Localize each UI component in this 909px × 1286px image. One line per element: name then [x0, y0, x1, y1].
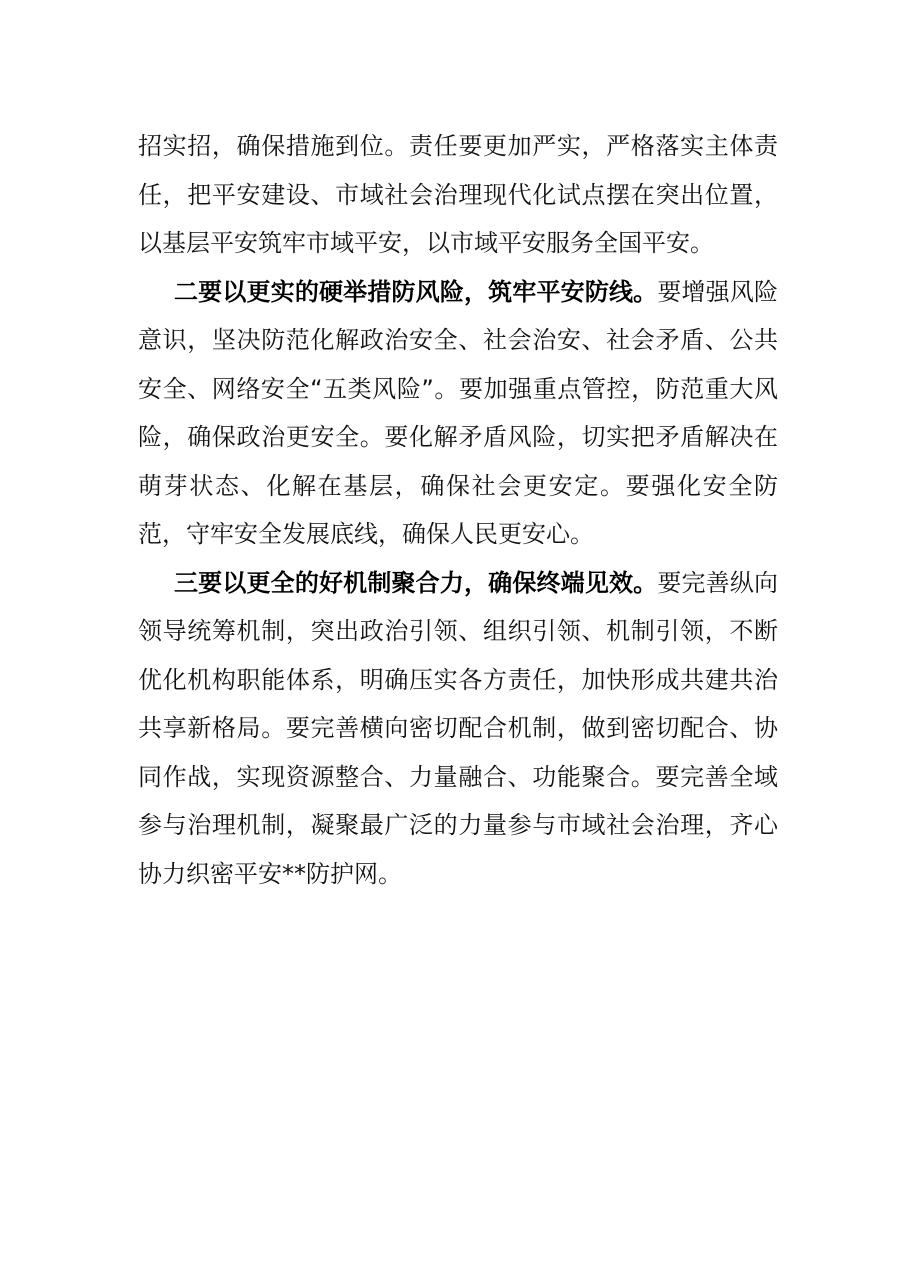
paragraph-text: 要完善纵向领导统筹机制，突出政治引领、组织引领、机制引领，不断优化机构职能体系，明确压实各方责任，加快形成共建共治共享新格局。要完善横向密切配合机制，做到密切配合、协同作战，实现资源整合、力量融合、功能聚合。要完善全域参与治理机制，凝聚最广泛的力量参与市域社会治理，齐心协力织密平安**防护网。	[138, 568, 779, 888]
paragraph-mechanism	[138, 559, 778, 899]
paragraph-heading: 三要以更全的好机制聚合力，确保终端见效。	[174, 568, 658, 597]
paragraph-heading: 二要以更实的硬举措防风险，筑牢平安防线。	[174, 277, 658, 306]
paragraph-text: 要增强风险意识，坚决防范化解政治安全、社会治安、社会矛盾、公共安全、网络安全“五类风险”。要加强重点管控，防范重大风险，确保政治更安全。要化解矛盾风险，切实把矛盾解决在萌芽状态、化解在基层，确保社会更安定。要强化安全防范，守牢安全发展底线，确保人民更安心。	[138, 277, 779, 548]
paragraph-text: 招实招，确保措施到位。责任要更加严实，严格落实主体责任，把平安建设、市域社会治理现代化试点摆在突出位置，以基层平安筑牢市域平安，以市域平安服务全国平安。	[138, 132, 778, 257]
paragraph-risk-prevention	[138, 268, 778, 559]
paragraph-continuation	[138, 122, 778, 268]
document-body	[138, 122, 778, 898]
